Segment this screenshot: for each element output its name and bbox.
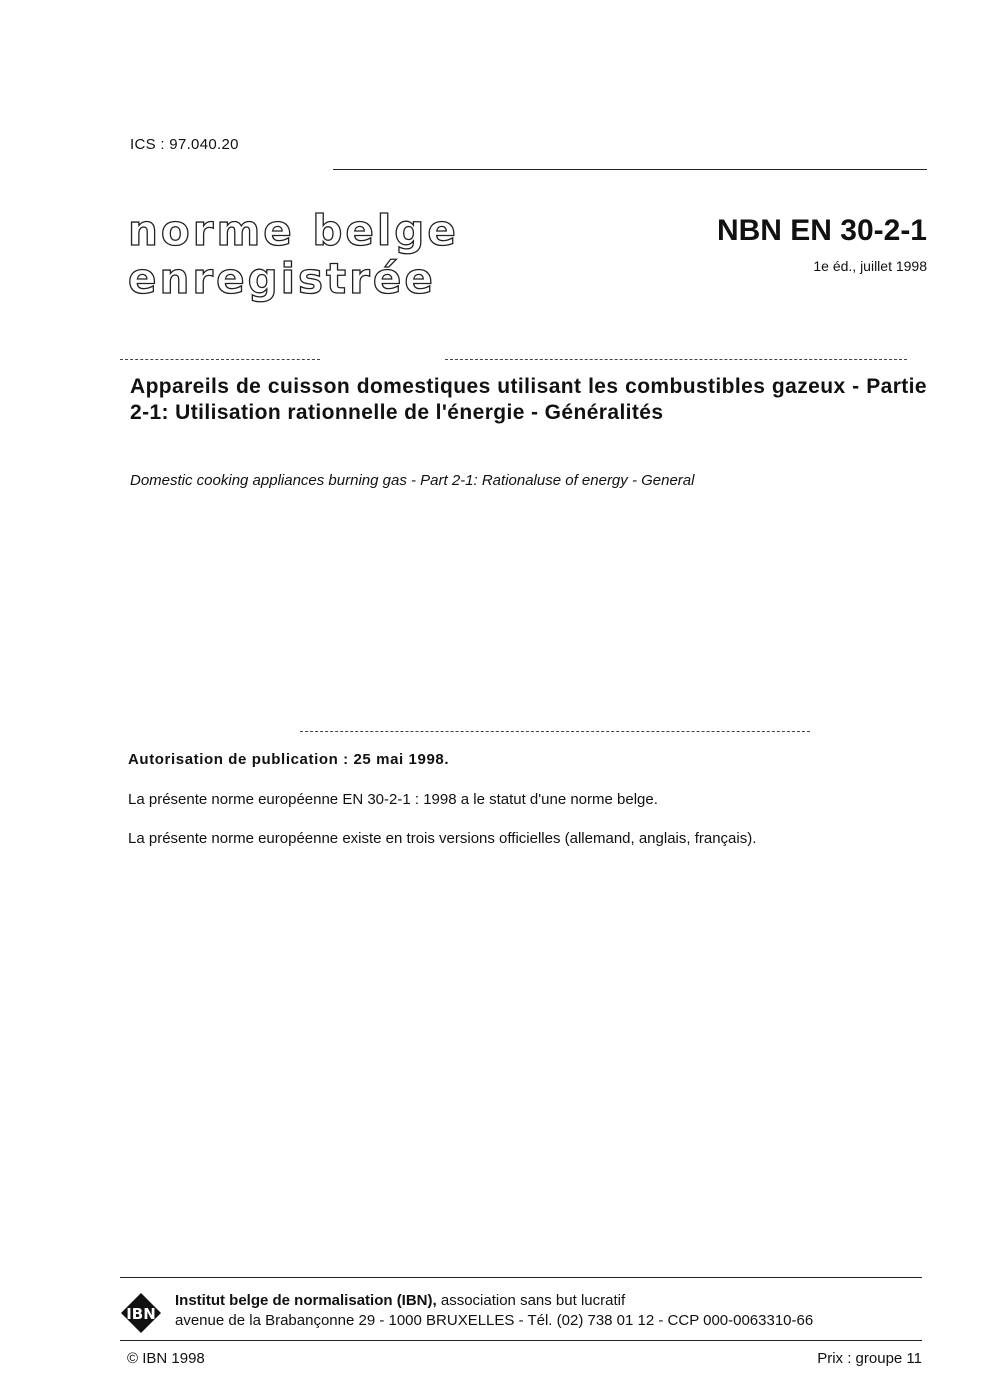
ibn-logo-text: IBN: [126, 1305, 156, 1323]
edition-date: 1e éd., juillet 1998: [813, 258, 927, 274]
header-rule: [333, 169, 927, 170]
footer-bottom-rule: [120, 1340, 922, 1341]
institute-description: association sans but lucratif: [436, 1292, 626, 1309]
ibn-logo-icon: [120, 1292, 162, 1334]
norme-belge-logo-line1: norme belge: [128, 206, 459, 255]
institute-name: Institut belge de normalisation (IBN),: [175, 1292, 437, 1309]
ics-code: ICS : 97.040.20: [130, 136, 239, 153]
title-rule-left: [120, 359, 320, 360]
title-rule-right: [445, 359, 907, 360]
institute-address: avenue de la Brabançonne 29 - 1000 BRUXELLES - Tél. (02) 738 01 12 - CCP 000-0063310-66: [175, 1312, 814, 1329]
copyright: © IBN 1998: [127, 1350, 205, 1367]
institute-line: [175, 1292, 625, 1309]
norme-belge-logo-line2: enregistrée: [128, 254, 436, 303]
official-versions-paragraph: La présente norme européenne existe en trois versions officielles (allemand, anglais, français).: [128, 830, 757, 847]
belgian-status-paragraph: La présente norme européenne EN 30-2-1 : 1998 a le statut d'une norme belge.: [128, 791, 658, 808]
standard-number: NBN EN 30-2-1: [716, 214, 927, 247]
publication-authorization: Autorisation de publication : 25 mai 1998.: [128, 751, 450, 768]
body-rule: [300, 731, 810, 732]
footer-rule: [120, 1277, 922, 1278]
title-english: Domestic cooking appliances burning gas - Part 2-1: Rationaluse of energy - General: [130, 472, 695, 489]
price-group: Prix : groupe 11: [817, 1350, 922, 1367]
title-french: Appareils de cuisson domestiques utilisant les combustibles gazeux - Partie 2-1: Utilisation rationnelle de l'énergie - Généralités: [130, 375, 927, 424]
